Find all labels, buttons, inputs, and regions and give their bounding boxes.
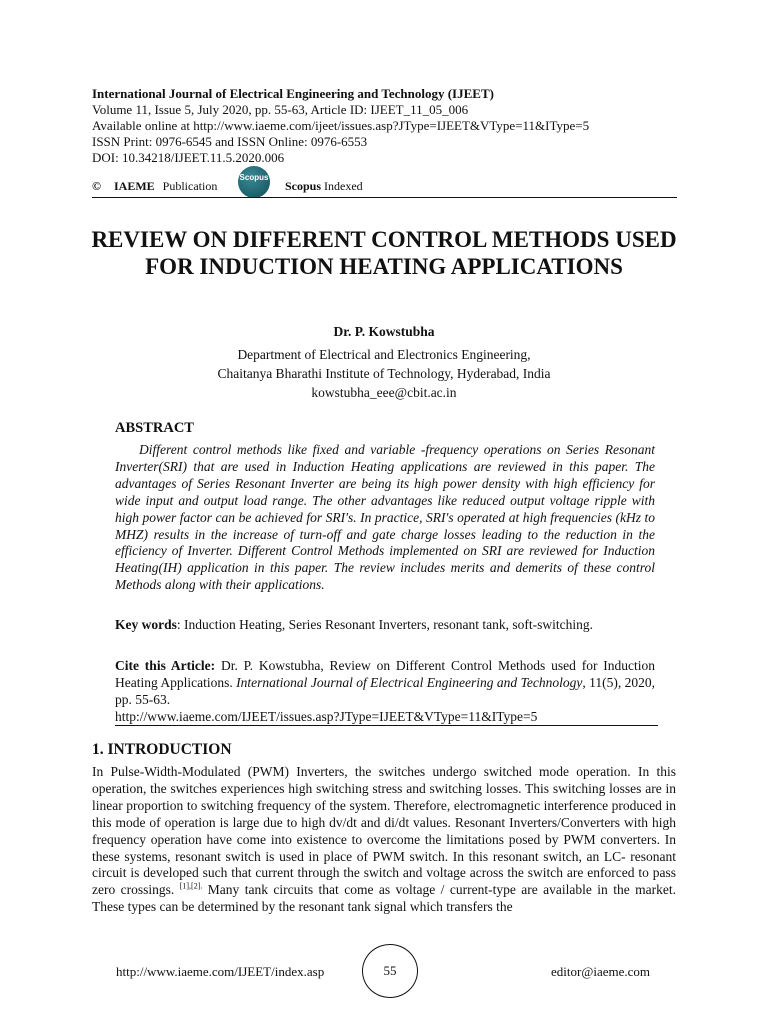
keywords-text: : Induction Heating, Series Resonant Inverters, resonant tank, soft-switching. (176, 617, 594, 632)
publisher-name: IAEME (114, 179, 155, 193)
scopus-logo-text: Scopus (239, 173, 269, 182)
keywords-label: Key words (115, 617, 177, 632)
introduction-heading: 1. INTRODUCTION (92, 741, 232, 758)
cite-this-article (115, 657, 655, 725)
keywords (115, 616, 655, 633)
available-online-line: Available online at http://www.iaeme.com/ijeet/issues.asp?JType=IJEET&VType=11&IType=5 (92, 118, 590, 133)
scopus-logo-icon (238, 166, 270, 198)
publication-label: Publication (162, 179, 218, 193)
cite-details: , 11(5), 2020, pp. 55-63. (115, 675, 655, 707)
publisher-line (114, 179, 217, 194)
author-affiliation (0, 345, 768, 402)
journal-header (92, 86, 680, 166)
doi-line: DOI: 10.34218/IJEET.11.5.2020.006 (92, 150, 285, 165)
paper-title: REVIEW ON DIFFERENT CONTROL METHODS USED FOR INDUCTION HEATING APPLICATIONS (91, 227, 677, 279)
journal-title: International Journal of Electrical Engineering and Technology (IJEET) (92, 86, 494, 101)
citation-superscript: [1],[2]. (179, 881, 203, 891)
header-divider (92, 197, 677, 198)
intro-text-part1: In Pulse-Width-Modulated (PWM) Inverters, the switches undergo switched mode operation. In this operation, the switches experiences high switching stress and switching losses. This switching losses are in linear proportion to switching frequency of the system. Therefore, electromagnetic interference produced in this mode of operation is large due to high dv/dt and di/dt values. Resonant Inverters/Converters with high frequency operation have come into existence to overcome the limitations posed by PWM converters. In these systems, resonant switch is used in place of PWM switch. In this resonant switch, an LC- resonant circuit is developed such that current through the switch and voltage across the switch are enforced to pass zero crossings. (92, 764, 676, 898)
author-name: Dr. P. Kowstubha (333, 324, 435, 339)
page-footer (92, 944, 676, 1000)
cite-divider (115, 725, 658, 726)
abstract-heading: ABSTRACT (115, 420, 194, 436)
page-number-circle (362, 944, 418, 998)
page-number: 55 (383, 963, 397, 978)
department: Department of Electrical and Electronics Engineering, (237, 347, 531, 362)
publisher-row (92, 166, 680, 196)
cite-text: Dr. P. Kowstubha, Review on Different Control Methods used for Induction Heating Applications. (115, 658, 656, 690)
cite-url[interactable]: http://www.iaeme.com/IJEET/issues.asp?JType=IJEET&VType=11&IType=5 (115, 709, 538, 724)
institute: Chaitanya Bharathi Institute of Technology, Hyderabad, India (217, 366, 551, 381)
scopus-indexed-label (285, 179, 363, 194)
abstract-body: Different control methods like fixed and variable -frequency operations on Series Resonant Inverter(SRI) that are used in Induction Heating applications are reviewed in this paper. The advantages of Series Resonant Inverter are being its high power density with high efficiency for wide input and output load range. The other advantages like reduced output voltage ripple with high power factor can be achieved for SRI's. In practice, SRI's operated at high frequencies (kHz to MHZ) results in the increase of turn-off and gate charge losses leading to the reduction in the efficiency of Inverter. Different Control Methods implemented on SRI are reviewed for Induction Heating(IH) application in this paper. The review includes merits and demerits of these control Methods along with their applications. (115, 442, 655, 593)
indexed-label: Indexed (324, 179, 363, 193)
copyright-symbol: © (92, 179, 101, 193)
cite-journal: International Journal of Electrical Engineering and Technology (236, 675, 583, 690)
volume-line: Volume 11, Issue 5, July 2020, pp. 55-63, Article ID: IJEET_11_05_006 (92, 102, 469, 117)
introduction-body (92, 764, 676, 916)
footer-url[interactable]: http://www.iaeme.com/IJEET/index.asp (116, 964, 325, 979)
issn-line: ISSN Print: 0976-6545 and ISSN Online: 0976-6553 (92, 134, 368, 149)
author-email[interactable]: kowstubha_eee@cbit.ac.in (311, 385, 457, 400)
scopus-label: Scopus (285, 179, 322, 193)
footer-email[interactable]: editor@iaeme.com (551, 964, 650, 979)
cite-label: Cite this Article: (115, 658, 216, 673)
intro-text-part2: Many tank circuits that come as voltage / current-type are available in the market. These types can be determined by the resonant tank signal which transfers the (92, 882, 676, 915)
